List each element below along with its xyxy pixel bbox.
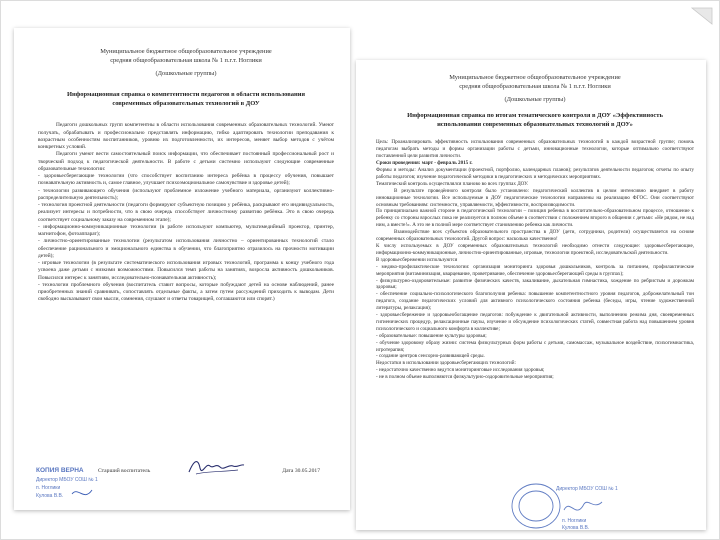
- body-paragraph: В результате проведённого контроля было установлено: педагогический коллектив в целом интенсивно внедряет в работу инновационные технологии. Все используемые в ДОУ педагогические технологии направлены на реализацию ФГОС. Они соответствуют основным требованиям: системности, управляемости, эффективности, воспроизводимости.: [376, 187, 694, 208]
- body-paragraph: - здоровьесбережение и здоровьеобогащение педагогов: побуждение к двигательной активности, выполнению режима дня, своевременных гигиенических процедур, релаксационные паузы, изучение и обсуждение психологических статей, совместная работа над повышением уровня психологического и социального комфорта в коллективе;: [376, 312, 694, 332]
- body-paragraph: В здоровьесбережении используются: [376, 256, 458, 263]
- institution-header: [38, 48, 334, 65]
- body-paragraph: - недостаточно качественно ведутся мониторинговые исследования здоровья;: [376, 367, 545, 374]
- document-competence-reference: [14, 28, 350, 510]
- body-paragraph: - физкультурно-оздоровительные: развитие физических качеств, закаливание, дыхательная гимнастика, хождение по ребристым и дорожкам здоровья;: [376, 277, 694, 291]
- body-paragraph: - обеспечение социально-психологического благополучия ребенка: повышение компетентностного уровня педагогов, доброжелательный тон педагога, создание педагогических условий для активного психологического состояния ребенка (беседы, игры, чтение художественной литературы, релаксация);: [376, 291, 694, 312]
- body-paragraph: - здоровьесберегающие технологии (что способствует воспитанию интереса ребёнка в процессу обучения, повышает познавательную активность и, самое главное, улучшает психоэмоциональное самочувствие и здоровье детей);: [38, 173, 334, 187]
- document-body: [38, 122, 334, 303]
- page-corner-icon: [690, 6, 714, 26]
- document-title: [48, 91, 324, 108]
- signature-label: Старший воспитатель: [98, 468, 151, 474]
- document-title: [380, 112, 690, 129]
- svg-text:Директор МБОУ СОШ № 1: Директор МБОУ СОШ № 1: [556, 486, 618, 492]
- body-paragraph: Педагоги умеют вести самостоятельный поиск информации, что обеспечивает постоянный профессиональный рост и творческий подход к педагогической деятельности. В работе с детьми системно используют следующие современные образовательные технологии:: [38, 151, 334, 172]
- title-line: Информационная справка по итогам тематического контроля в ДОУ «Эффективность: [407, 112, 663, 120]
- body-paragraph: - технологии развивающего обучения (используют проблемное изложение учебного материала, организуют коллективно-распределительную деятельность);: [38, 187, 334, 201]
- svg-text:Директор МБОУ СОШ № 1: Директор МБОУ СОШ № 1: [36, 477, 98, 483]
- institution-header: [376, 74, 694, 91]
- svg-text:Кулова В.В.: Кулова В.В.: [562, 525, 590, 531]
- body-paragraph: Цель: Проанализировать эффективность использования современных образовательных технологий в каждой возрастной группе; помочь педагогам выбрать методы и формы организации работы с детьми, инновационные технологии, которые оптимально соответствуют поставленной цели развития личности.: [376, 139, 694, 160]
- body-paragraph: - технология проектной деятельности (педагоги формируют субъектную позицию у ребёнка, раскрывают его индивидуальность, реализует интересы и потребности, что в свою очередь способствует личностному развитию ребёнка. Это в свою очередь соответствует социальному заказу на современном этапе);: [38, 202, 334, 223]
- body-paragraph: По принципиально важной стороне в педагогической технологии – позиция ребенка в воспитательно-образовательном процессе, отношение к ребенку со стороны взрослых пока не реализуется в полном объеме в соответствии с положением второго в общении с детьми: «Не рядом, не над ним, а вместе!». А это не в полной мере соответствует становлению ребенка как личности.: [376, 208, 694, 229]
- body-paragraph: - образовательные: повышение культуры здоровья;: [376, 332, 487, 339]
- svg-text:п. Ноглики: п. Ноглики: [562, 518, 587, 524]
- document-date: Дата 30.05.2017: [282, 468, 320, 474]
- body-paragraph: - личностно-ориентированные технологии (результатом использования личностно – ориентированных технологий стало обеспечение рационального и эмоционального единства в обучении, что благоприятно отразилось на прочности мотивации детей);: [38, 238, 334, 259]
- body-paragraph: - игровые технологии (в результате систематического использования игровых технологий, программа к концу учебного года усвоена даже детьми с низкими возможностями. Повысился темп работы на занятиях, возросла активность дошкольников. Повысился интерес к занятиям, исследовательно-познавательная активность);: [38, 260, 334, 281]
- body-paragraph: Педагоги дошкольных групп компетентны в области использования современных образовательных технологий. Умеют получать, обрабатывать и профессионально представлять информацию, гибко адаптировать технологии преподавания к возрастным особенностям воспитанников, уровню их подготовленности, их интересов, меняет выбор методов с учётом конкретных условий.: [38, 122, 334, 151]
- handwritten-signature-icon: [186, 454, 246, 480]
- title-line: Информационная справка о компетентности педагогов в области использования: [66, 91, 306, 99]
- title-line: современных образовательных технологий в ДОУ: [112, 99, 260, 107]
- svg-text:КОПИЯ ВЕРНА: КОПИЯ ВЕРНА: [36, 467, 84, 474]
- institution-line: Муниципальное бюджетное общеобразовательное учреждение: [100, 48, 272, 55]
- body-paragraph: Сроки проведения: март - февраль 2015 г.: [376, 160, 473, 167]
- subunit-label: (Дошкольные группы): [155, 70, 217, 78]
- body-paragraph: К числу используемых в ДОУ современных образовательных технологий необходимо отнести следующие: здоровьесберегающие, информационно-коммуникационные, личностно-ориентированные, игровые, технологии проектной, исследовательской деятельности.: [376, 242, 694, 256]
- body-paragraph: - информационно-коммуникационные технологии (в работе используют компьютер, мультимедийный проектор, принтер, магнитофон, фотоаппарат);: [38, 223, 334, 238]
- body-paragraph: - создание центров сенсорно-развивающей среды.: [376, 353, 485, 360]
- body-paragraph: - обучение здоровому образу жизни: система физкультурных форм работы с детьми, самомассаж, музыкальное воздействие, психогимнастика, игротерапия;: [376, 339, 694, 353]
- svg-text:Кулова В.В.: Кулова В.В.: [36, 493, 64, 499]
- institution-line: средняя общеобразовательная школа № 1 п.г.т. Ноглики: [459, 82, 611, 90]
- document-body: [376, 139, 694, 381]
- body-paragraph: Тематический контроль осуществлялся планово во всех группах ДОУ.: [376, 180, 529, 187]
- svg-text:п. Ноглики: п. Ноглики: [36, 485, 61, 491]
- body-paragraph: - не в полном объеме выполняются физкультурно-оздоровительные мероприятия;: [376, 374, 554, 381]
- document-thematic-control-reference: [356, 60, 706, 530]
- body-paragraph: Формы и методы: Анализ документации (проектной, портфолио, календарных планов); результатов деятельности педагогов; отчеты по опыту работы педагогов; изучение педагогической методики в педагогических и методических мероприятиях.: [376, 167, 694, 180]
- subunit-label: (Дошкольные группы): [504, 96, 566, 104]
- round-seal-stamp-icon: [506, 480, 618, 532]
- copy-stamp-icon: [32, 462, 102, 508]
- body-paragraph: Взаимодействие всех субъектов образовательного пространства в ДОУ (дети, сотрудники, родители) осуществляется на основе современных образовательных технологий. Другой вопрос: насколько качественно!: [376, 229, 694, 243]
- institution-line: средняя общеобразовательная школа № 1 п.г.т. Ноглики: [110, 56, 262, 64]
- body-paragraph: - технологии проблемного обучения (воспитатель ставит вопросы, которые побуждают детей на основе наблюдений, ранее приобретенных знаний сравнивать, сопоставлять отдельные факты, а затем путем рассуждений приходить к выводам. Дети свободно высказывают свои мысли, сомнения, слушают и ответы товарищей, соглашаются или спорят.): [38, 281, 334, 303]
- body-paragraph: - медико-профилактические технологии: организация мониторинга здоровья дошкольников, контроль за питанием, профилактические мероприятия (витаминизация, кварцевание, проветривание, обеспечение здоровьесберегающей среды в группах);: [376, 263, 694, 277]
- institution-line: Муниципальное бюджетное общеобразовательное учреждение: [449, 74, 621, 81]
- title-line: использования современных образовательных технологий в ДОУ»: [437, 120, 633, 128]
- body-paragraph: Недостатки в использовании здоровьесберегающих технологий:: [376, 360, 516, 367]
